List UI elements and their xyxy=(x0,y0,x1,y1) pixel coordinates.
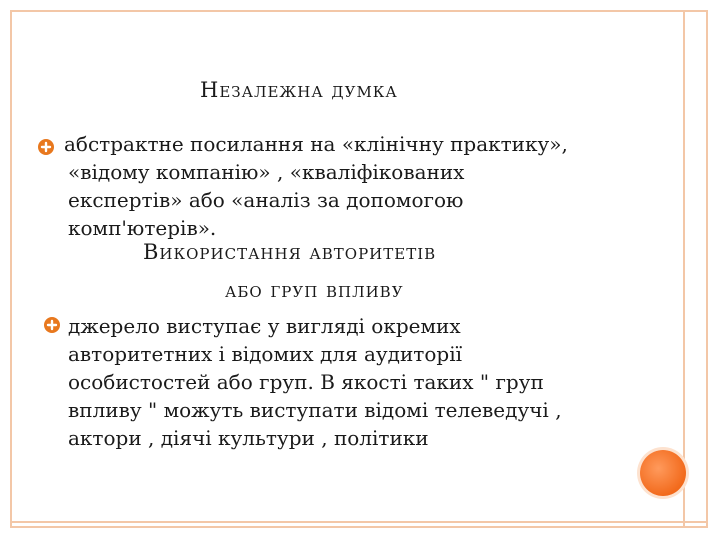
bullet-1-line: комп'ютерів». xyxy=(68,216,217,240)
bullet-2-line: впливу " можуть виступати відомі телеведучі , xyxy=(68,398,562,422)
bullet-2-line: особистостей або груп. В якості таких " груп xyxy=(68,370,544,394)
orange-circle-decor xyxy=(640,450,686,496)
bullet-1-line: абстрактне посилання на «клінічну практику», xyxy=(64,132,568,156)
frame-line-bottom xyxy=(12,521,706,523)
bullet-icon xyxy=(43,316,61,334)
bullet-icon xyxy=(37,138,55,156)
heading-authority-line2: або груп впливу xyxy=(225,278,404,302)
heading-independent-opinion: Незалежна думка xyxy=(200,78,398,102)
bullet-2-line: авторитетних і відомих для аудиторії xyxy=(68,342,463,366)
frame-line-right xyxy=(683,12,685,526)
heading-authority-line1: Використання авторитетів xyxy=(143,240,437,264)
bullet-text-1 xyxy=(64,130,644,242)
bullet-1-line: експертів» або «аналіз за допомогою xyxy=(68,188,464,212)
bullet-2-line: джерело виступає у вигляді окремих xyxy=(68,314,461,338)
bullet-text-2 xyxy=(68,312,638,452)
bullet-1-line: «відому компанію» , «кваліфікованих xyxy=(68,160,465,184)
bullet-2-line: актори , діячі культури , політики xyxy=(68,426,429,450)
